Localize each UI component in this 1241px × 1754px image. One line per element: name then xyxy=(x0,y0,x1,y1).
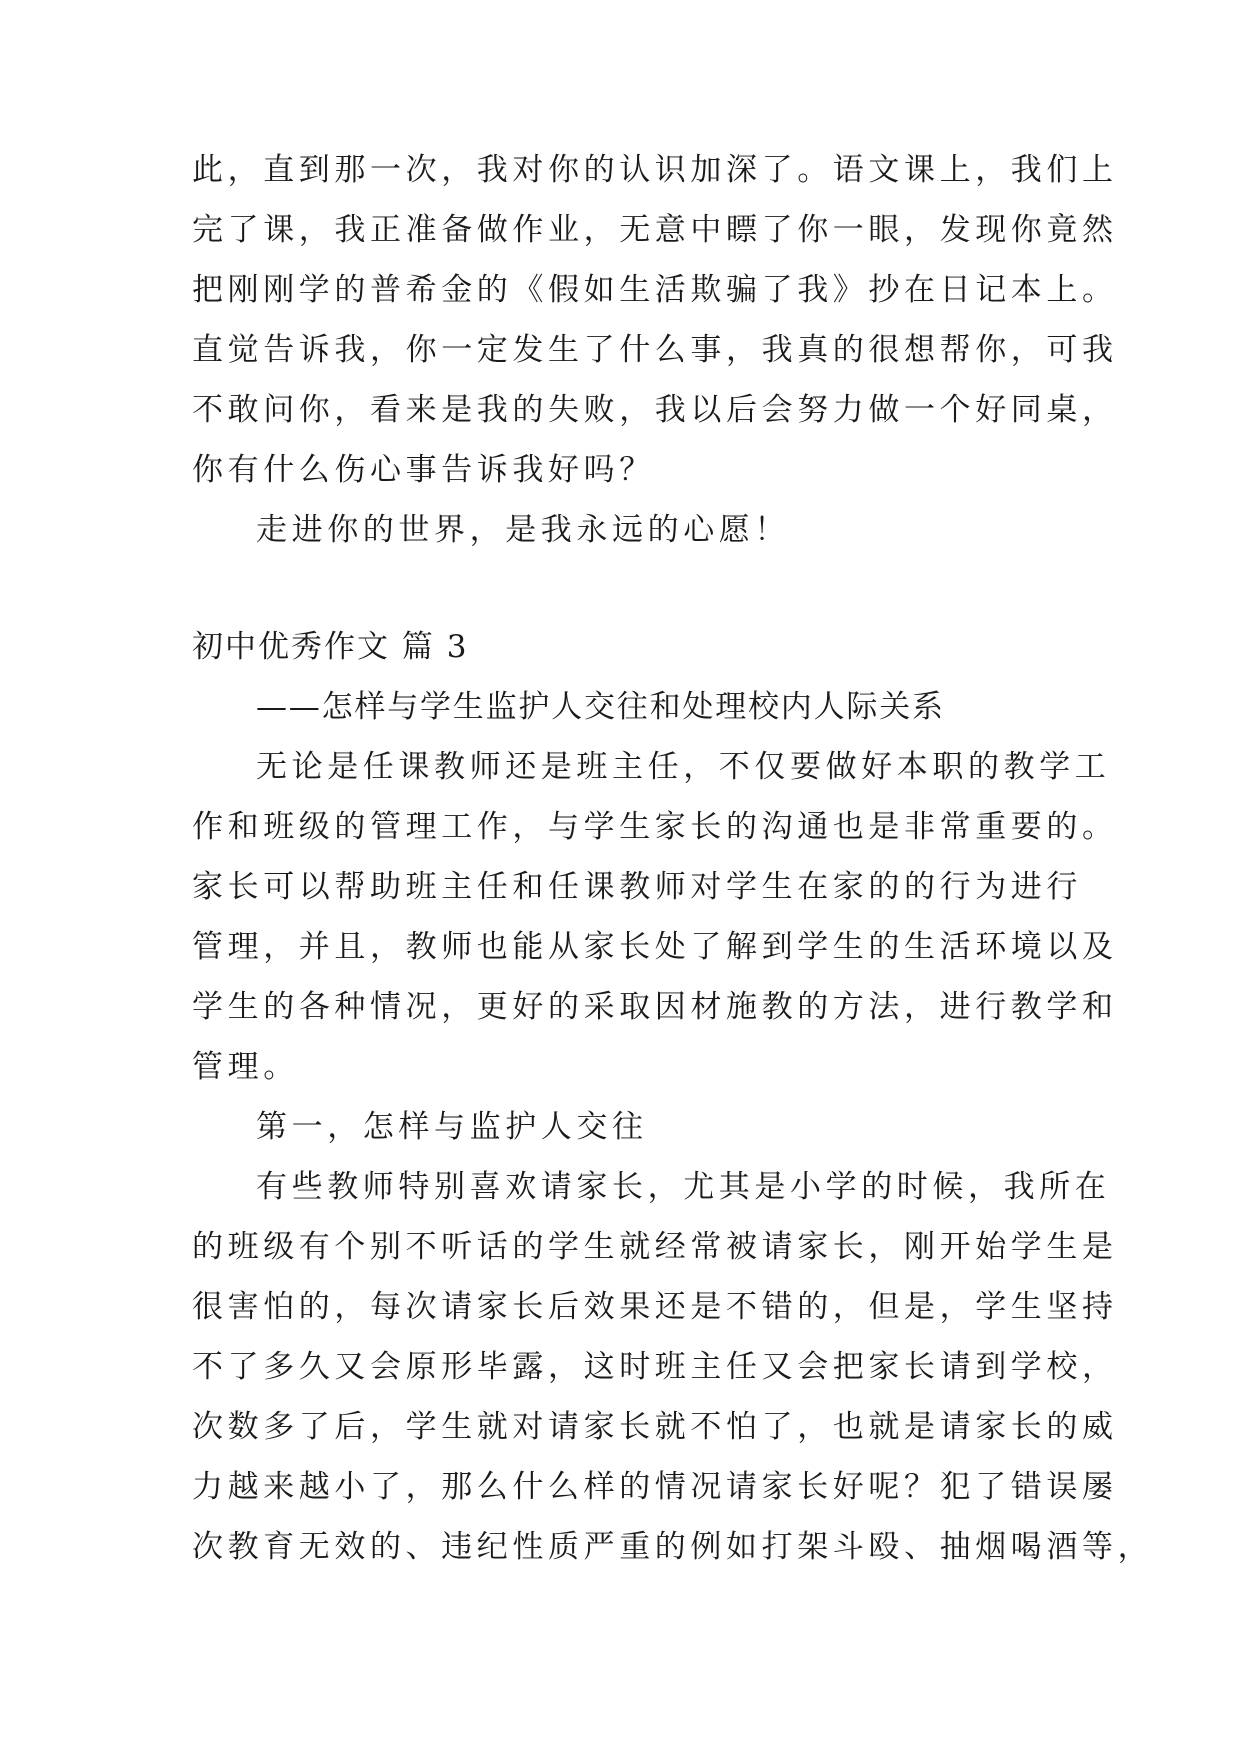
body-text-line: 次数多了后，学生就对请家长就不怕了，也就是请家长的威 xyxy=(192,1409,1118,1445)
body-text-line: 有些教师特别喜欢请家长，尤其是小学的时候，我所在 xyxy=(256,1169,1111,1205)
body-text-line: 不了多久又会原形毕露，这时班主任又会把家长请到学校， xyxy=(192,1349,1118,1385)
body-text-line: 把刚刚学的普希金的《假如生活欺骗了我》抄在日记本上。 xyxy=(192,272,1118,308)
body-text-line: 学生的各种情况，更好的采取因材施教的方法，进行教学和 xyxy=(192,989,1118,1025)
body-text-line: 管理。 xyxy=(192,1049,299,1085)
body-text-line: 无论是任课教师还是班主任，不仅要做好本职的教学工 xyxy=(256,749,1111,785)
article-subtitle: ——怎样与学生监护人交往和处理校内人际关系 xyxy=(256,689,945,725)
article-heading: 初中优秀作文 篇 3 xyxy=(192,629,469,665)
body-text-line: 家长可以帮助班主任和任课教师对学生在家的的行为进行 xyxy=(192,869,1082,905)
body-text-line: 你有什么伤心事告诉我好吗？ xyxy=(192,452,655,488)
body-text-line: 的班级有个别不听话的学生就经常被请家长，刚开始学生是 xyxy=(192,1229,1118,1265)
body-text-line: 不敢问你，看来是我的失败，我以后会努力做一个好同桌， xyxy=(192,392,1118,428)
body-text-line: 很害怕的，每次请家长后效果还是不错的，但是，学生坚持 xyxy=(192,1289,1118,1325)
body-text-line: 直觉告诉我，你一定发生了什么事，我真的很想帮你，可我 xyxy=(192,332,1118,368)
body-text-line: 完了课，我正准备做作业，无意中瞟了你一眼，发现你竟然 xyxy=(192,212,1118,248)
body-text-line: 次教育无效的、违纪性质严重的例如打架斗殴、抽烟喝酒等， xyxy=(192,1529,1154,1565)
body-text-line: 此，直到那一次，我对你的认识加深了。语文课上，我们上 xyxy=(192,152,1118,188)
body-text-line: 作和班级的管理工作，与学生家长的沟通也是非常重要的。 xyxy=(192,809,1118,845)
body-text-line: 力越来越小了，那么什么样的情况请家长好呢？犯了错误屡 xyxy=(192,1469,1118,1505)
closing-line: 走进你的世界，是我永远的心愿！ xyxy=(256,512,790,548)
point-heading: 第一，怎样与监护人交往 xyxy=(256,1109,648,1145)
body-text-line: 管理，并且，教师也能从家长处了解到学生的生活环境以及 xyxy=(192,929,1118,965)
